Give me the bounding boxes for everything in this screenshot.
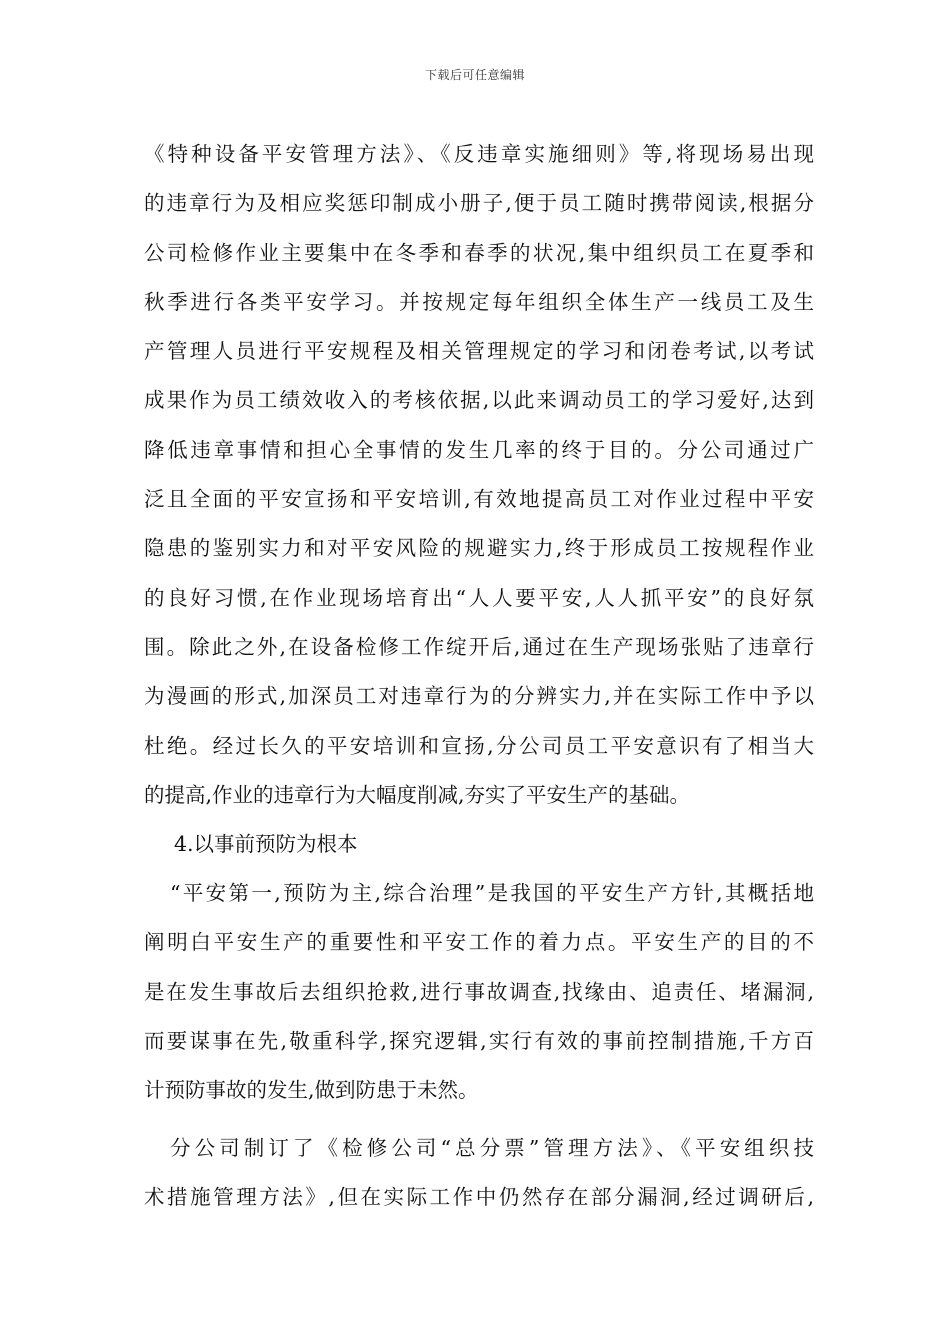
text-line: 秋季进行各类平安学习。并按规定每年组织全体生产一线员工及生	[144, 289, 814, 314]
text-line: 计预防事故的发生,做到防患于未然。	[144, 1078, 479, 1103]
text-line: 的违章行为及相应奖惩印制成小册子,便于员工随时携带阅读,根据分	[144, 191, 814, 216]
text-line: 是在发生事故后去组织抢救,进行事故调查,找缘由、追责任、堵漏洞,	[144, 979, 814, 1004]
text-line: 围。除此之外,在设备检修工作绽开后,通过在生产现场张贴了违章行	[144, 634, 814, 659]
section-heading: 4.以事前预防为根本	[174, 832, 358, 857]
paragraph-3	[144, 1124, 814, 1223]
text-line: 公司检修作业主要集中在冬季和春季的状况,集中组织员工在夏季和	[144, 240, 814, 265]
text-line: 产管理人员进行平安规程及相关管理规定的学习和闭卷考试,以考试	[144, 339, 814, 364]
text-line: “平安第一,预防为主,综合治理”是我国的平安生产方针,其概括地	[170, 881, 814, 906]
paragraph-1	[144, 130, 814, 820]
text-line: 隐患的鉴别实力和对平安风险的规避实力,终于形成员工按规程作业	[144, 536, 814, 561]
text-line: 泛且全面的平安宣扬和平安培训,有效地提高员工对作业过程中平安	[144, 487, 814, 512]
text-line: 降低违章事情和担心全事情的发生几率的终于目的。分公司通过广	[144, 437, 814, 462]
page-header: 下载后可任意编辑	[424, 68, 525, 82]
text-line: 而要谋事在先,敬重科学,探究逻辑,实行有效的事前控制措施,千方百	[144, 1029, 814, 1054]
text-line: 《特种设备平安管理方法》、《反违章实施细则》等,将现场易出现	[144, 142, 814, 166]
text-line: 阐明白平安生产的重要性和平安工作的着力点。平安生产的目的不	[144, 930, 814, 955]
paragraph-gap	[144, 1116, 814, 1124]
text-line: 的提高,作业的违章行为大幅度削减,夯实了平安生产的基础。	[144, 782, 691, 807]
text-line: 成果作为员工绩效收入的考核依据,以此来调动员工的学习爱好,达到	[144, 388, 814, 413]
text-line: 分公司制订了《检修公司“总分票”管理方法》、《平安组织技	[170, 1135, 814, 1160]
text-line: 为漫画的形式,加深员工对违章行为的分辨实力,并在实际工作中予以	[144, 684, 814, 709]
text-line: 的良好习惯,在作业现场培育出“人人要平安,人人抓平安”的良好氛	[144, 585, 814, 610]
text-line: 杜绝。经过长久的平安培训和宣扬,分公司员工平安意识有了相当大	[144, 733, 814, 758]
document-body	[144, 130, 814, 1222]
text-line: 术措施管理方法》,但在实际工作中仍然存在部分漏洞,经过调研后,	[144, 1184, 814, 1209]
paragraph-2	[144, 869, 814, 1115]
